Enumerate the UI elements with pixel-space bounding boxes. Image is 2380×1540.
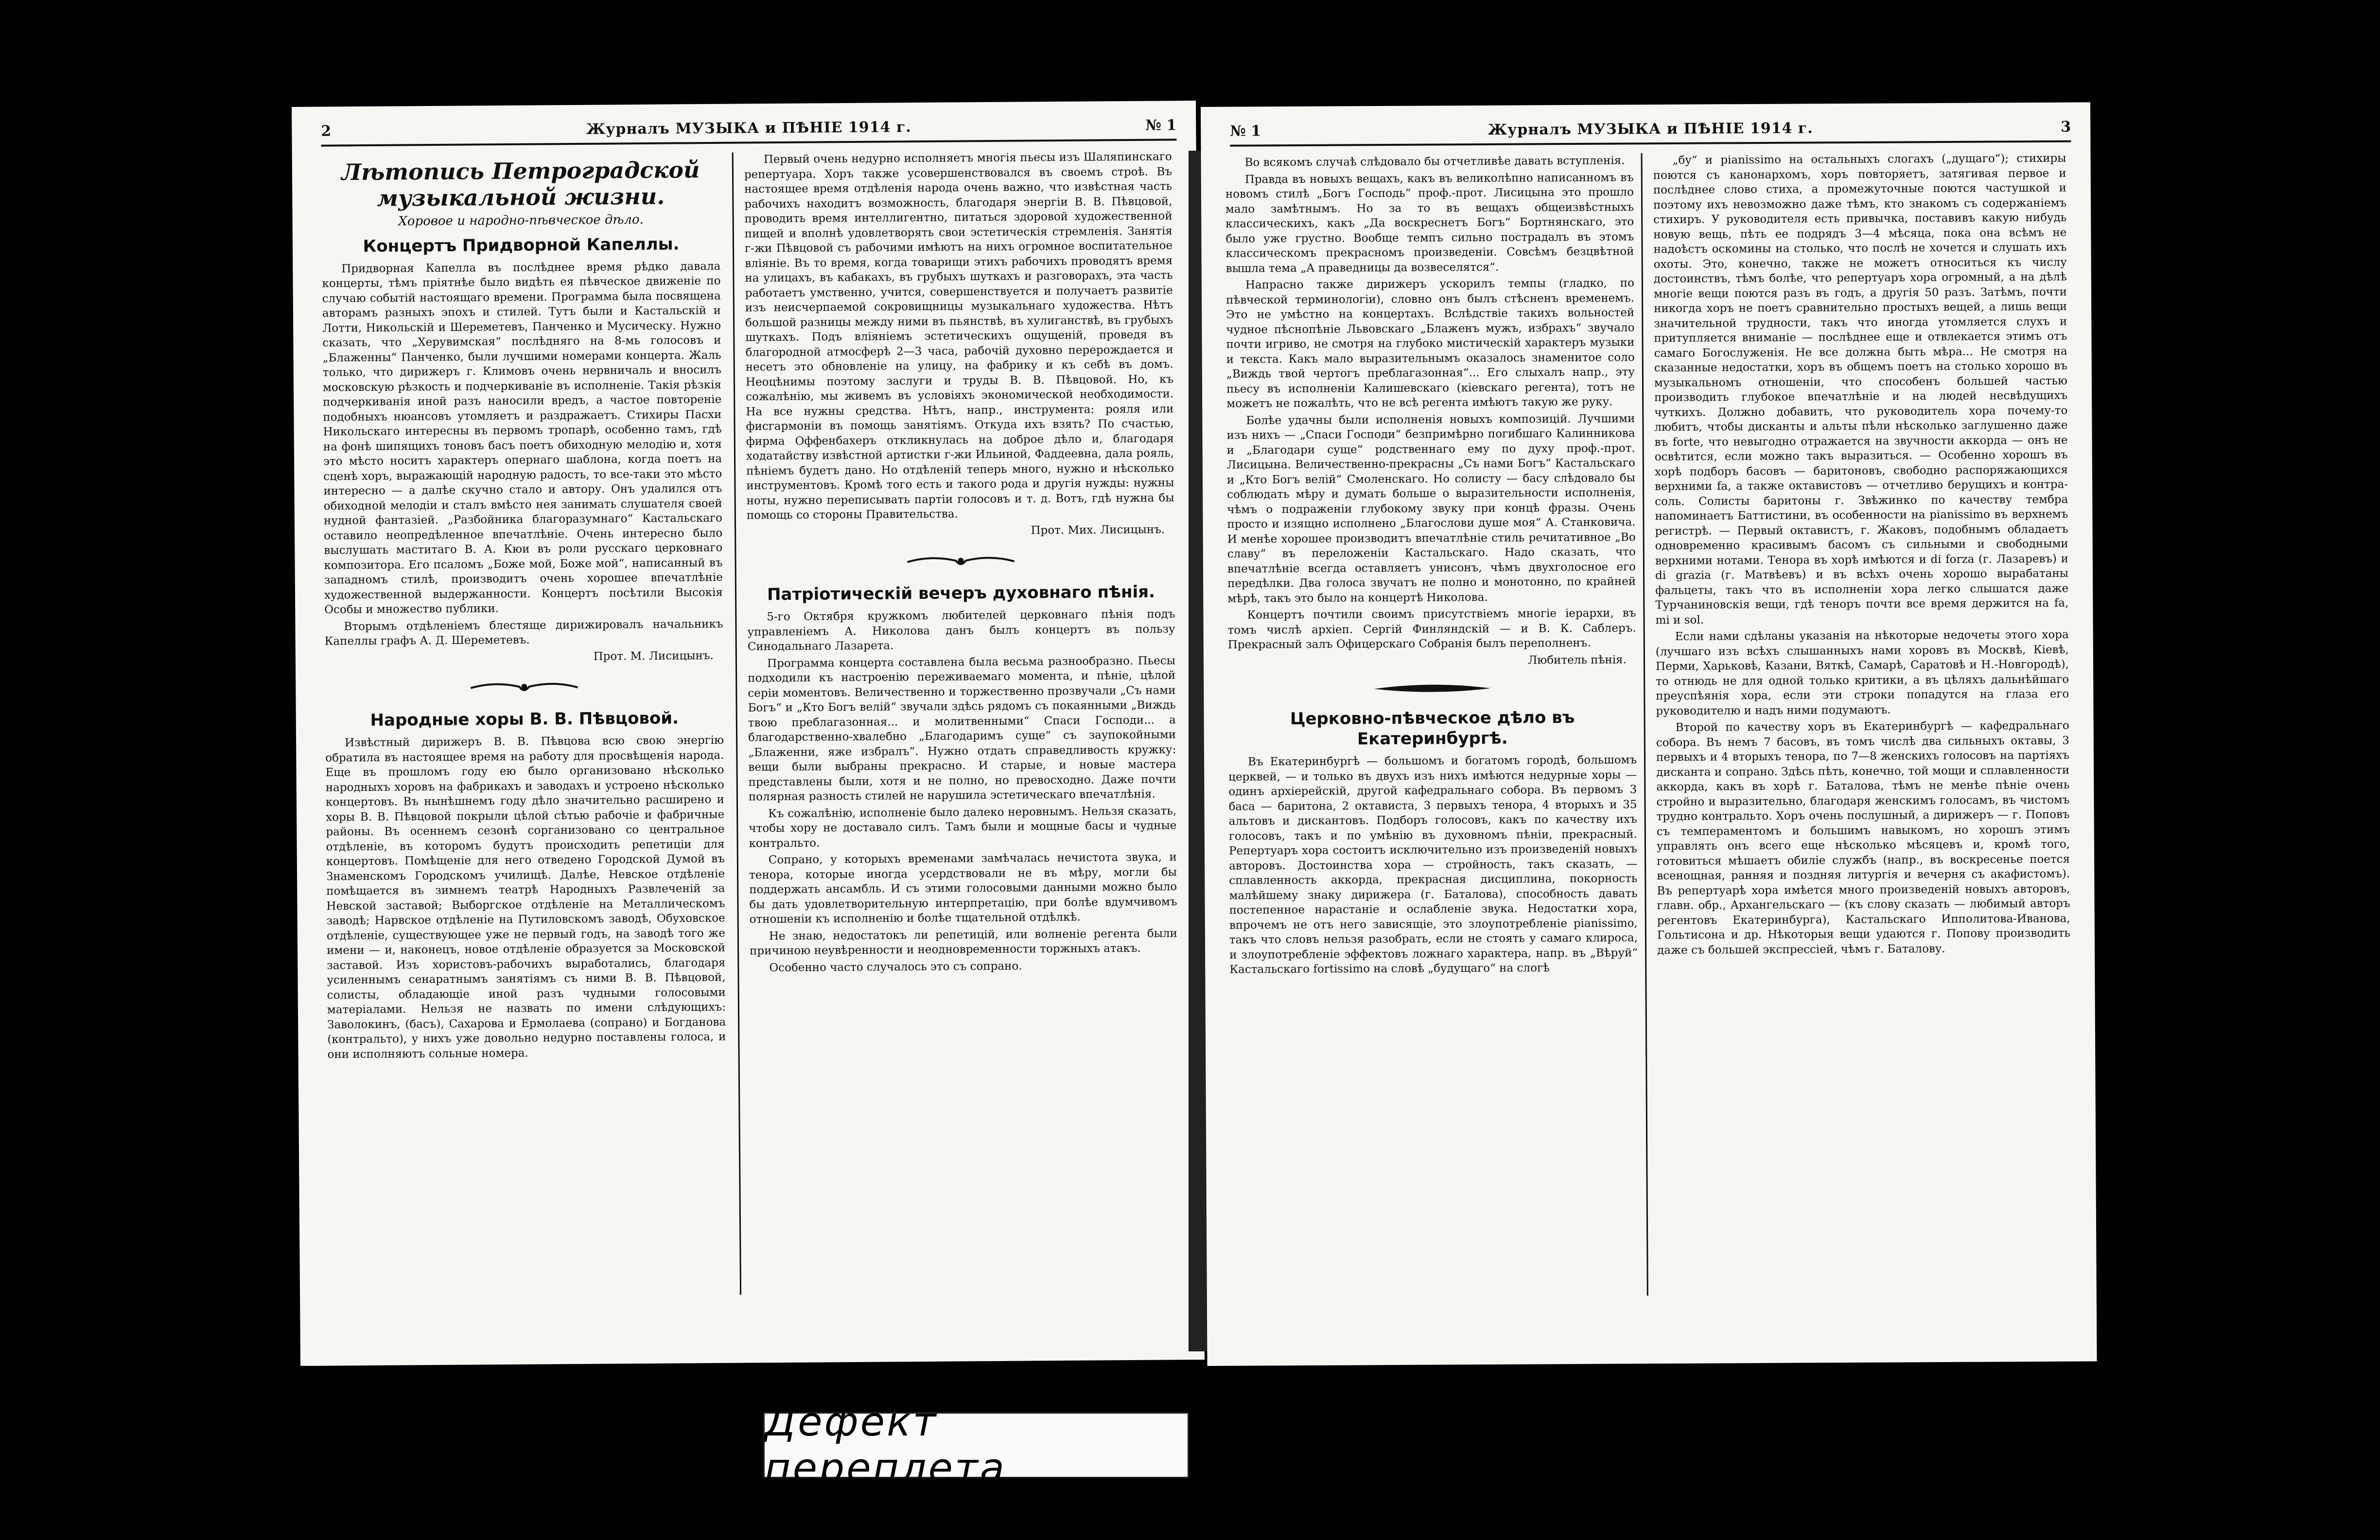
article-heading: Церковно-пѣвческое дѣло въ Екатеринбургѣ. (1290, 707, 1575, 749)
article-paragraph: Не знаю, недостатокъ ли репетицій, или волненіе регента были причиною неувѣренности и неодновременности торжныхъ атакъ. (750, 927, 1178, 958)
journal-title: Журналъ МУЗЫКА и ПѢНІЕ 1914 г. (1488, 119, 1813, 139)
article-paragraph: Первый очень недурно исполняетъ многія пьесы изъ Шаляпинскаго репертуара. Хоръ также усовершенствовался въ своемъ строѣ. Въ настоящее время отдѣленія народа очень важно, что извѣстная часть рабочихъ находитъ возможность, благодаря энергіи В. В. Пѣвцовой, проводить время интеллигентно, питаться здоровой художественной пищей и вполнѣ удовлетворять свои эстетическія стремленія. Занятія г-жи Пѣвцовой съ рабочими имѣютъ на нихъ огромное воспитательное вліяніе. Въ то время, когда товарищи этихъ рабочихъ проводятъ время на улицахъ, въ кабакахъ, въ грубыхъ шуткахъ и разговорахъ, эта часть работаетъ умственно, учится, совершенствуется и получаетъ развитіе изъ неисчерпаемой сокровищницы музыкальнаго художества. Нѣтъ большой разницы между ними въ пьянствѣ, въ хулиганствѣ, въ грубыхъ шуткахъ. Подъ вліяніемъ эстетическихъ ощущеній, проведя въ благородной атмосферѣ 2—3 часа, рабочій духовно перерождается и несетъ это обновленіе на улицу, на фабрику и къ себѣ въ домъ. Неоцѣнимы поэтому заслуги и труды В. В. Пѣвцовой. Но, къ сожалѣнію, мы живемъ въ условіяхъ экономической необходимости. На все нужны средства. Нѣтъ, напр., инструмента: рояля или фисгармоніи въ помощь занятіямъ. Откуда ихъ взять? По счастью, фирма Оффенбахеръ откликнулась на доброе дѣло и, благодаря ходатайству извѣстной артистки г-жи Ильиной, Фаддеевна, дала рояль, пѣніемъ будетъ дано. Но отдѣленій теперь много, нужно и нѣсколько инструментовъ. Кромѣ того есть и такого рода и другія нужды: нужны ноты, нужно переписывать партіи голосовъ и т. д. Вотъ, гдѣ нужна бы помощь со стороны Правительства. (744, 150, 1174, 522)
journal-title: Журналъ МУЗЫКА и ПѢНІЕ 1914 г. (586, 118, 911, 138)
right-column-1 (1225, 153, 1640, 1322)
article-signature: Прот. М. Лисицынъ. (593, 649, 714, 663)
article-paragraph: Программа концерта составлена была весьма разнообразно. Пьесы подходили къ настроенію переживаемаго момента, и пѣніе, цѣлой серіи моментовъ. Величественно и торжественно прозвучали „Съ нами Богъ“ и „Кто Богъ велій“ звучали здѣсь рядомъ съ покаянными „Виждь твою преблагазонная... и молитвенными“ Спаси Господи... а благодарственно-хвалебно „Благодаримъ суще“ съ заупокойными „Блаженни, яже избралъ“. Нужно отдать справедливость кружку: вещи были выбраны прекрасно. И старые, и новые мастера представлены были, хотя и не полно, но превосходно. Даже почти полярная разность стилей не нарушила эстетическаго впечатлѣнія. (748, 654, 1176, 804)
page-number: 2 (321, 122, 332, 140)
article-paragraph: Извѣстный дирижеръ В. В. Пѣвцова всю свою энергію обратила въ настоящее время на работу для просвѣщенія народа. Еще въ прошломъ году ею было организовано нѣсколько народныхъ хоровъ на фабрикахъ и заводахъ и устроено нѣсколько концертовъ. Въ нынѣшнемъ году дѣло значительно расширено и хоры В. В. Пѣвцовой покрыли цѣлой сѣтью рабочіе и фабричные районы. Въ осеннемъ сезонѣ сорганизовано со центральное отдѣленіе, въ которомъ будутъ происходить репетиціи для концертовъ. Помѣщеніе для него отведено Городской Думой въ Знаменскомъ Городскомъ училищѣ. Далѣе, Невское отдѣленіе помѣщается въ зимнемъ театрѣ Народныхъ Развлеченій за Невской заставой; Выборгское отдѣленіе на Металлическомъ заводѣ; Нарвское отдѣленіе на Путиловскомъ заводѣ, Обуховское отдѣленіе, существующее уже не первый годъ, на заводѣ того же имени — и, наконецъ, новое отдѣленіе образуется за Московской заставой. Изъ хористовъ-рабочихъ выработались, благодаря усиленнымъ сенаратнымъ занятіямъ съ ними В. В. Пѣвцовой, солисты, обладающіе иной разъ чудными голосовыми матеріалами. Нельзя не назвать по имени слѣдующихъ: Заволокинъ, (басъ), Сахарова и Ермолаева (сопрано) и Богданова (контральто), у нихъ уже довольно недурно поставлены голоса, и они исполняютъ сольные номера. (325, 734, 726, 1061)
newspaper-spread (292, 107, 2090, 1366)
left-column-1 (321, 153, 728, 1322)
article-paragraph: Во всякомъ случаѣ слѣдовало бы отчетливѣе давать вступленія. (1244, 154, 1625, 169)
left-running-head (321, 111, 1176, 146)
article-paragraph: Вторымъ отдѣленіемъ блестяще дирижировалъ начальникъ Капеллы графъ А. Д. Шереметевъ. (324, 617, 723, 648)
column-rule (1641, 153, 1648, 1295)
article-paragraph: 5-го Октября кружкомъ любителей церковнаго пѣнія подъ управленіемъ А. Николова данъ былъ концертъ въ пользу Синодальнаго Лазарета. (747, 608, 1175, 653)
article-paragraph: Въ Екатеринбургѣ — большомъ и богатомъ городѣ, большомъ церквей, — и только въ двухъ изъ нихъ имѣются недурные хоры — одинъ архіерейскій, другой кафедральнаго собора. Въ первомъ 3 баса — баритона, 2 октависта, 3 первыхъ тенора, 4 вторыхъ и 35 альтовъ и дискантовъ. Подборъ голосовъ, какъ по качеству ихъ голосовъ, такъ и по умѣнію въ духовномъ пѣніи, прекрасный. Репертуаръ хора состоитъ исключительно изъ произведеній новыхъ авторовъ. Достоинства хора — стройность, такъ сказать, — сплавленность аккорда, прекрасная дисциплина, покорность малѣйшему знаку дирижера (г. Баталова), способность давать постепенное нарастаніе и ослабленіе звука. Недостатки хора, впрочемъ не отъ него зависящіе, это злоупотребленіе pianissimo, такъ что словъ нельзя разобрать, если не стоять у самаго клироса, и злоупотребленіе эффектовъ ложнаго характера, напр. въ „Вѣруй“ Кастальскаго fortissimo на словѣ „будущаго“ на слогѣ (1228, 753, 1638, 976)
ornament-divider (1369, 681, 1495, 696)
issue-number: № 1 (1145, 116, 1177, 134)
page-number: 3 (2061, 118, 2071, 136)
article-paragraph: Правда въ новыхъ вещахъ, какъ въ великолѣпно написанномъ въ новомъ стилѣ „Богъ Господь“ проф.-прот. Лисицына это прошло мало замѣтнымъ. Но за то въ вещахъ общеизвѣстныхъ классическихъ, какъ „Да воскреснетъ Богъ“ Бортнянскаго, это было уже грустно. Вообще темпъ сильно пострадалъ въ этомъ классическомъ прекрасномъ произведеніи. Совсѣмъ безцвѣтной вышла тема „А праведницы да возвеселятся“. (1225, 171, 1634, 275)
binding-defect-text: Дефект переплета (765, 1399, 1007, 1491)
article-paragraph: Болѣе удачны были исполненія новыхъ композицій. Лучшими изъ нихъ — „Спаси Господи“ безпримѣрно погибшаго Калинникова и „Благодари суще“ родственнаго ему по духу проф.-прот. Лисицына. Величественно-прекрасны „Съ нами Богъ“ Кастальскаго и „Кто Богъ велій“ Смоленскаго. Но солисту — басу слѣдовало бы соблюдать мѣру и думать больше о выразительности исполненія, чѣмъ о подраженіи глубокому звуку при концѣ фразы. Очень просто и изящно исполнено „Благослови душе моя“ А. Станковича. И менѣе хорошее производитъ впечатлѣніе стиль речитативное „Во славу“ въ переложеніи Кастальскаго. Надо сказать, что впечатлѣніе всегда оставляетъ унисонъ, чѣмъ двухголосное его передѣлки. Два голоса звучатъ не полно и монотонно, по крайней мѣрѣ, такъ это было на концертѣ Николова. (1226, 412, 1636, 605)
right-column-2 (1653, 151, 2073, 1320)
left-page (292, 101, 1205, 1366)
issue-number: № 1 (1230, 122, 1261, 140)
chronicle-title: Лѣтопись Петроградской музыкальной жизни. (341, 157, 700, 211)
article-paragraph: Концертъ почтили своимъ присутствіемъ многіе іерархи, въ томъ числѣ архіеп. Сергій Финляндскій — и В. К. Саблеръ. Прекрасный залъ Офицерскаго Собранія былъ переполненъ. (1227, 607, 1636, 651)
article-paragraph: Къ сожалѣнію, исполненіе было далеко неровнымъ. Нельзя сказать, чтобы хору не доставало силъ. Тамъ были и мощные басы и чудные контральто. (749, 804, 1177, 850)
right-page (1201, 102, 2097, 1366)
left-column-2 (744, 149, 1180, 1319)
ornament-divider (466, 677, 582, 697)
ornament-divider (902, 551, 1019, 571)
column-rule (732, 153, 741, 1295)
article-heading: Патріотическій вечеръ духовнаго пѣнія. (767, 582, 1155, 605)
article-paragraph: „бу“ и pianissimo на остальныхъ слогахъ („дущаго“); стихиры поются съ канонархомъ, хоръ повторяетъ, затягивая первое и послѣднее слово стиха, а промежуточные поются частушкой и поэтому ихъ невозможно даже тѣмъ, кто знакомъ съ содержаніемъ стихиръ. У руководителя есть привычка, поставивъ какую нибудь новую вещь, пѣть ее подрядъ 3—4 мѣсяца, пока она всѣмъ не надоѣстъ оскомины на столько, что послѣ не хочется и слушать ихъ охоты. Это, конечно, также не можетъ относиться къ числу достоинствъ, тѣмъ болѣе, что репертуаръ хора огромный, а на дѣлѣ многіе вещи поются разъ въ годъ, а другія 50 разъ. Затѣмъ, почти никогда хоръ не поетъ сравнительно простыхъ вещей, а лишь вещи значительной трудности, такъ что иногда утомляется слухъ и притупляется вниманіе — послѣднее еще и отвлекается этимъ отъ самаго Богослуженія. Не все должна быть мѣра... Не смотря на сказанные недостатки, хоръ въ общемъ поетъ на столько хорошо въ музыкальномъ отношеніи, что способенъ большей частью производить глубокое впечатлѣніе и на людей несвѣдущихъ чуткихъ. Должно добавить, что руководитель хора почему-то любитъ, чтобы дисканты и альты пѣли нѣсколько заглушенно даже въ forte, что невыгодно отражается на звучности аккорда — онъ не освѣтится, если можно такъ выразиться. — Особенно хорошъ въ хорѣ подборъ басовъ — баритоновъ, свободно распоряжающихся верхними fa, а также октавистовъ — отчетливо берущихъ и контра-соль. Солисты баритоны г. Звѣжинко по качеству тембра напоминаетъ Баттистини, въ особенности на pianissimo въ верхнемъ регистрѣ. — Первый октавистъ, г. Жаковъ, подобнымъ обладаетъ одновременно красивымъ басомъ съ сильными и свободными верхними нотами. Тенора въ хорѣ имѣются и di forza (г. Лазаревъ) и di grazia (г. Матвѣевъ) и въ всѣхъ очень хорошо вырабатаны фальцеты, такъ что въ исполненіи хора легко слышатся даже Турчаниновскія вещи, гдѣ теноръ почти все время держится на fa, mi и sol. (1653, 152, 2069, 627)
binding-defect-label (763, 1399, 1189, 1491)
article-heading: Концертъ Придворной Капеллы. (363, 234, 680, 256)
article-heading: Народные хоры В. В. Пѣвцовой. (370, 708, 679, 730)
article-signature: Прот. Мих. Лисицынъ. (1031, 523, 1165, 537)
article-paragraph: Придворная Капелла въ послѣднее время рѣдко давала концерты, тѣмъ пріятнѣе было видѣть ея пѣвческое движеніе по случаю событій настоящаго времени. Программа была посвящена авторамъ разныхъ эпохъ и стилей. Тутъ были и Кастальскій и Лотти, Никольскій и Шереметевъ, Панченко и Мусическу. Нужно сказать, что „Херувимская“ послѣдняго на 8-мь голосовъ и „Блаженны“ Панченко, были лучшими номерами концерта. Жаль только, что дирижеръ г. Климовъ очень нервничаль и вносилъ московскую рѣзкость и подчеркиваніе въ исполненіе. Такія рѣзкія подчеркиванія иной разъ наносили вредъ, а частое повтореніе подобныхъ нюансовъ утомляетъ и раздражаетъ. Стихиры Пасхи Никольскаго интересны въ первомъ тропарѣ, особенно тамъ, гдѣ на фонѣ шипящихъ тоновъ басъ поетъ обиходную мелодію и, хотя это мѣсто носитъ характеръ опернаго шаблона, когда поетъ на сценѣ хоръ, выражающій народную радость, то все-таки это мѣсто интересно — а далѣе скучно стало и автору. Онъ удалился отъ обиходной мелодіи и сталъ вмѣсто нея занимать слушателя своей нудной фантазіей. „Разбойника благоразумнаго“ Кастальскаго оставило неопредѣленное впечатлѣніе. Очень интересно было выслушать маститаго В. А. Кюи въ роли русскаго церковнаго композитора. Его псаломъ „Боже мой, Боже мой“, написанный въ западномъ стилѣ, производитъ очень хорошее впечатлѣніе художественной выдержанности. Концертъ посѣтили Высокія Особы и множество публики. (322, 260, 723, 616)
chronicle-subtitle: Хоровое и народно-пѣвческое дѣло. (398, 212, 644, 229)
right-running-head (1230, 113, 2071, 147)
article-paragraph: Сопрано, у которыхъ временами замѣчалась нечистота звука, и тенора, которые иногда усердствовали не въ мѣру, могли бы поддержать ансамбль. И съ этими голосовыми данными можно было бы дать удовлетворительную интерпретацію, при болѣе вдумчивомъ отношеніи къ исполненію и болѣе тщательной отдѣлкѣ. (749, 851, 1177, 926)
article-paragraph: Напрасно также дирижеръ ускорилъ темпы (гладко, по пѣвческой терминологіи), словно онъ былъ стѣсненъ временемъ. Это не умѣстно на концертахъ. Вслѣдствіе такихъ вольностей чудное пѣснопѣніе Львовскаго „Блаженъ мужъ, избрахъ“ звучало почти игриво, не смотря на глубоко мистическій характеръ музыки и текста. Какъ мало выразительнымъ оказалось знаменитое соло „Виждь твой чертогъ преблагазонная“... Его слыхалъ напр., эту пьесу въ исполненіи Калишевскаго (кіевскаго регента), тотъ не можетъ не пожалѣть, что не всѣ регента имѣютъ такую же руку. (1226, 277, 1635, 410)
article-paragraph: Второй по качеству хоръ въ Екатеринбургѣ — кафедральнаго собора. Въ немъ 7 басовъ, въ томъ числѣ два сильныхъ октавы, 3 первыхъ и 4 вторыхъ тенора, по 7—8 женскихъ голосовъ на партіяхъ дисканта и сопрано. Здѣсь пѣть, конечно, той мощи и сплавленности аккорда, какъ въ хорѣ г. Баталова, тѣмъ не менѣе пѣніе очень стройно и выразительно, благодаря женскимъ голосамъ, въ чистомъ трудно контральто. Хоръ очень послушный, а дирижеръ — г. Поповъ съ темпераментомъ и большимъ навыкомъ, но хорошъ этимъ управлять онъ всего еще нѣсколько мѣсяцевъ и, кромѣ того, готовиться мѣшаетъ обиліе службъ (напр., въ воскресенье поется всенощная, ранняя и поздняя литургія и вечерня съ акафистомъ). Въ репертуарѣ хора имѣется много произведеній новыхъ авторовъ, главн. обр., Архангельскаго — (къ слову сказать — любимый авторъ регентовъ Екатеринбурга), Кастальскаго Ипполитова-Иванова, Гольтисона и др. Нѣкоторыя вещи удаются г. Попову производить даже съ большей экспрессіей, чѣмъ г. Баталову. (1656, 719, 2070, 957)
article-paragraph: Особенно часто случалось это съ сопрано. (769, 960, 1022, 974)
article-signature: Любитель пѣнія. (1528, 653, 1627, 666)
article-paragraph: Если нами сдѣланы указанія на нѣкоторые недочеты этого хора (лучшаго изъ всѣхъ слышанныхъ нами хоровъ въ Москвѣ, Кіевѣ, Перми, Харьковѣ, Казани, Вяткѣ, Самарѣ, Саратовѣ и Н.-Новгородѣ), то отнюдь не для одной только критики, а въ цѣляхъ дальнѣйшаго преуспѣянія хора, если эти строки попадутся на глаза его руководителю и надъ ними подумаютъ. (1655, 628, 2069, 718)
